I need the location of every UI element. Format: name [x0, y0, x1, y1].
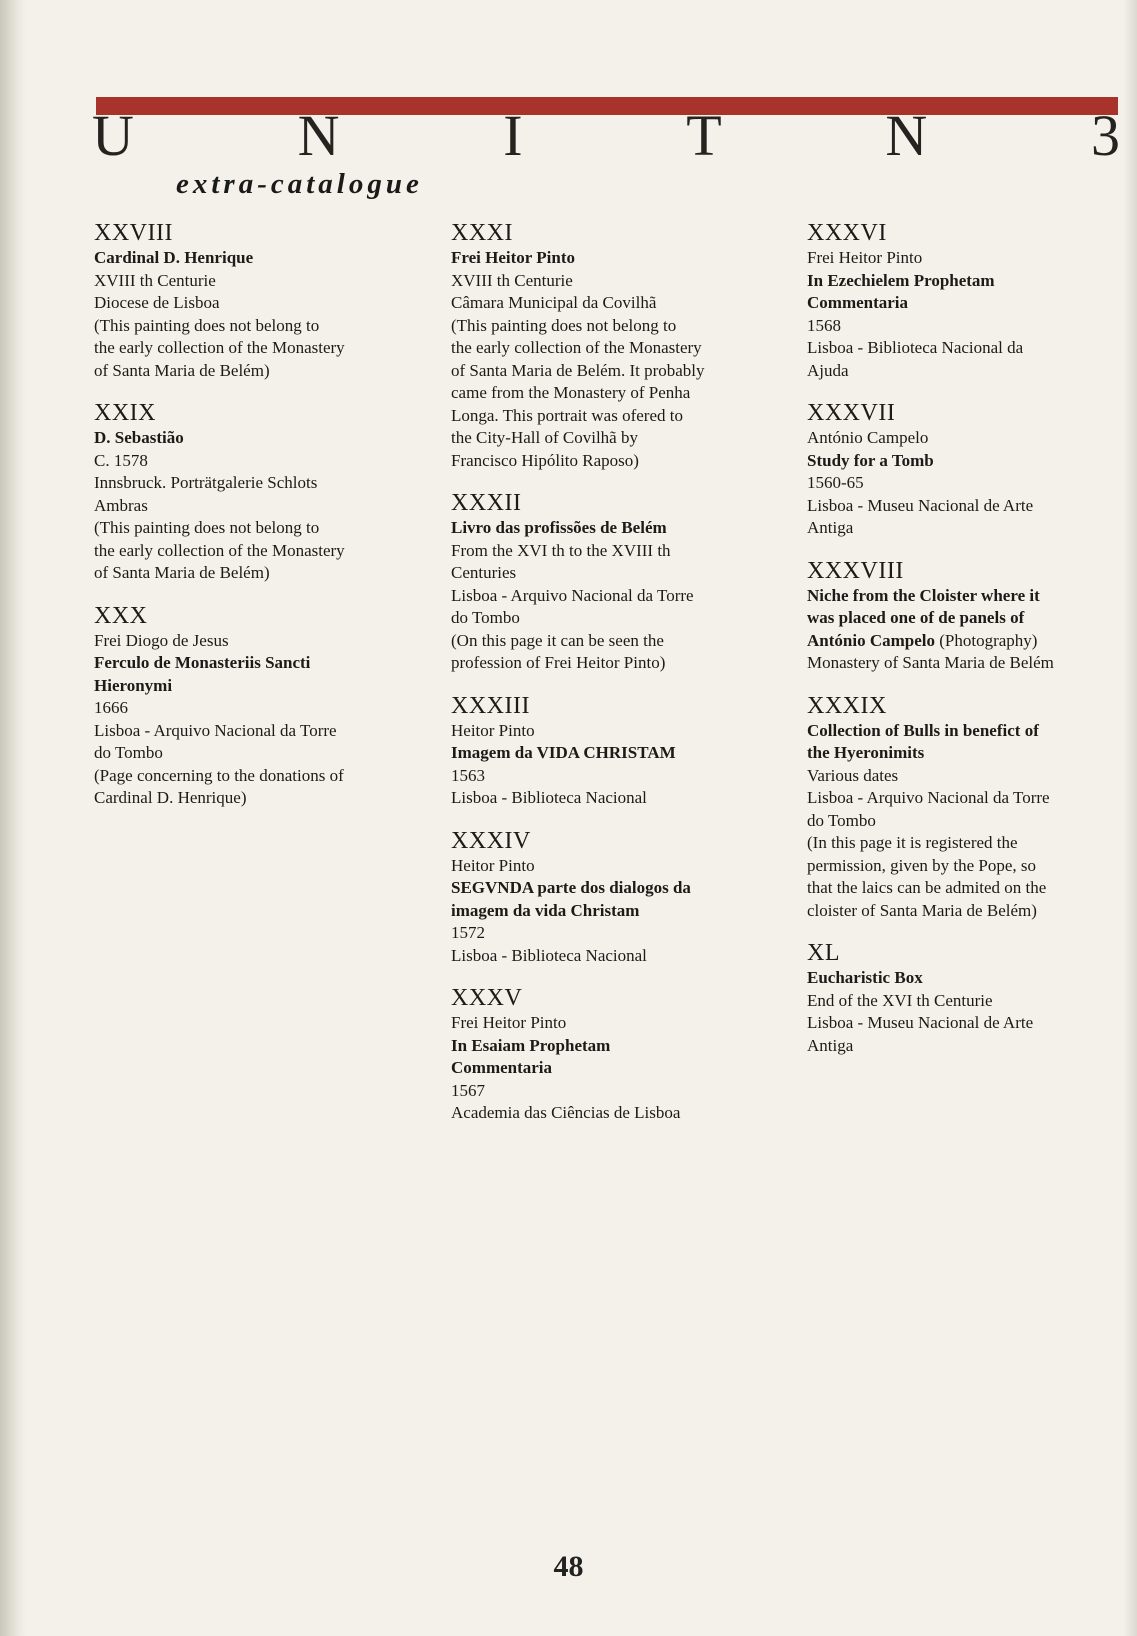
entry-line-text: António Campelo — [807, 428, 929, 447]
entry-line-text: Ambras — [94, 495, 148, 515]
entry-line — [451, 1080, 771, 1103]
entry-line — [451, 787, 771, 810]
entry-line-text: Monastery of Santa Maria de Belém — [807, 653, 1054, 672]
entry-line — [94, 720, 424, 743]
entry-line — [807, 360, 1127, 383]
entry-line-text: the early collection of the Monastery — [451, 338, 702, 357]
entry-line-text: Lisboa - Arquivo Nacional da Torre — [807, 788, 1050, 807]
entry-line-text: Cardinal D. Henrique) — [94, 788, 247, 807]
entry-line — [807, 427, 1127, 450]
catalogue-entry — [807, 400, 1127, 540]
entry-line-text: 1568 — [807, 315, 841, 335]
entry-line — [94, 652, 424, 675]
entry-line — [451, 585, 771, 608]
entry-line-text: imagem da vida Christam — [451, 900, 640, 920]
entry-line — [94, 315, 424, 338]
entry-line-text: of Santa Maria de Belém. It probably — [451, 360, 705, 380]
entry-line-text: 1560-65 — [807, 473, 864, 492]
entry-line-text: Innsbruck. Porträtgalerie Schlots — [94, 473, 318, 492]
entry-line — [451, 337, 771, 360]
entry-line-text: permission, given by the Pope, so — [807, 855, 1037, 875]
entry-line-text: Lisboa - Arquivo Nacional da Torre — [94, 720, 337, 740]
entry-line — [807, 1012, 1127, 1035]
entry-line — [451, 1102, 771, 1125]
entry-line-text: XVIII th Centurie — [94, 270, 216, 290]
entry-number: XXXII — [451, 490, 522, 516]
entry-line — [94, 270, 424, 293]
entry-line — [94, 495, 424, 518]
entry-number: XXXIX — [807, 692, 887, 719]
entry-line-text: 1567 — [451, 1080, 485, 1100]
entry-line-text: Frei Heitor Pinto — [807, 248, 923, 267]
entry-line-text: came from the Monastery of Penha — [451, 383, 691, 402]
entry-line — [94, 517, 424, 540]
entry-line — [451, 1057, 771, 1080]
entry-line-text: 1666 — [94, 698, 128, 717]
entry-line-text: the early collection of the Monastery — [94, 540, 345, 560]
entry-line — [451, 855, 771, 878]
entry-line-text: Lisboa - Biblioteca Nacional da — [807, 338, 1024, 357]
entry-line — [807, 652, 1127, 675]
entry-line-text: the early collection of the Monastery — [94, 338, 345, 357]
entry-line-text: Lisboa - Arquivo Nacional da Torre — [451, 585, 694, 605]
entry-line — [451, 315, 771, 338]
catalogue-entry — [807, 220, 1127, 382]
entry-line — [451, 360, 771, 383]
entry-line-text: the City-Hall of Covilhã by — [451, 428, 638, 447]
entry-line — [451, 270, 771, 293]
entry-line — [451, 382, 771, 405]
entry-number: XXXVI — [807, 220, 887, 246]
entry-line-text: Frei Heitor Pinto — [451, 248, 576, 267]
entry-line-text: cloister of Santa Maria de Belém) — [807, 900, 1037, 920]
entry-line-text: Antiga — [807, 1035, 854, 1055]
entry-line-text: Eucharistic Box — [807, 968, 923, 987]
catalogue-entry — [807, 558, 1127, 675]
entry-number: XXXV — [451, 985, 523, 1011]
entry-line — [807, 472, 1127, 495]
entry-line — [451, 742, 771, 765]
entry-line — [807, 765, 1127, 788]
entry-line — [94, 247, 424, 270]
entry-number: XXXIII — [451, 692, 530, 719]
entry-line — [451, 450, 771, 473]
entry-line — [94, 787, 424, 810]
entry-number: XXXIV — [451, 827, 531, 854]
entry-line-text: In Ezechielem Prophetam — [807, 270, 995, 290]
entry-line — [451, 517, 771, 540]
entry-line — [807, 270, 1127, 293]
entry-line — [94, 630, 424, 653]
entry-line-text: Diocese de Lisboa — [94, 293, 220, 312]
entry-line — [807, 855, 1127, 878]
entry-line-text: of Santa Maria de Belém) — [94, 563, 270, 582]
unit-heading — [92, 103, 1120, 168]
entry-line — [807, 990, 1127, 1013]
entry-line — [807, 292, 1127, 315]
unit-letter: N — [297, 103, 340, 168]
entry-line — [94, 472, 424, 495]
entry-line — [94, 765, 424, 788]
book-gutter-shadow — [0, 0, 26, 1636]
entry-line — [807, 787, 1127, 810]
catalogue-entry — [94, 220, 424, 382]
catalogue-entry — [451, 985, 771, 1125]
entry-line — [94, 540, 424, 563]
entry-line — [94, 337, 424, 360]
catalogue-entry — [807, 940, 1127, 1057]
entry-line — [807, 1035, 1127, 1058]
entry-line — [807, 337, 1127, 360]
entry-line-text: (On this page it can be seen the — [451, 630, 664, 650]
entry-line — [451, 427, 771, 450]
entry-line-text: C. 1578 — [94, 450, 148, 470]
entry-line-text: do Tombo — [807, 810, 876, 830]
catalogue-entry — [451, 220, 771, 472]
catalogue-column-1 — [94, 220, 424, 828]
entry-line — [807, 585, 1127, 608]
catalogue-column-2 — [451, 220, 771, 1143]
entry-line-text: (In this page it is registered the — [807, 833, 1018, 852]
entry-line-text: End of the XVI th Centurie — [807, 990, 993, 1010]
entry-line-text: Longa. This portrait was ofered to — [451, 405, 683, 425]
entry-line-text: Câmara Municipal da Covilhã — [451, 293, 657, 312]
entry-line — [451, 1012, 771, 1035]
entry-line-text: was placed one of de panels of — [807, 608, 1025, 627]
entry-line — [451, 765, 771, 788]
entry-line-text: (This painting does not belong to — [94, 315, 320, 335]
entry-line-text: that the laics can be admited on the — [807, 878, 1047, 897]
entry-line-text: 1563 — [451, 765, 485, 785]
entry-line — [807, 900, 1127, 923]
entry-number: XXXI — [451, 220, 513, 246]
entry-line-text: Imagem da VIDA CHRISTAM — [451, 743, 676, 762]
entry-line — [451, 247, 771, 270]
entry-line — [451, 720, 771, 743]
entry-line — [807, 720, 1127, 743]
entry-number: XXXVII — [807, 400, 896, 426]
entry-line — [807, 495, 1127, 518]
entry-line — [807, 630, 1127, 653]
entry-number: XXXVIII — [807, 557, 904, 584]
entry-line-text: Commentaria — [451, 1058, 553, 1077]
entry-line — [94, 675, 424, 698]
entry-line-text: Academia das Ciências de Lisboa — [451, 1103, 681, 1122]
entry-line-text: Ferculo de Monasteriis Sancti — [94, 653, 311, 672]
entry-line-text: do Tombo — [451, 608, 520, 627]
entry-line-text: (This painting does not belong to — [94, 518, 320, 537]
section-subtitle: extra-catalogue — [176, 168, 423, 200]
entry-line — [94, 292, 424, 315]
entry-line — [451, 562, 771, 585]
entry-line-text: Francisco Hipólito Raposo) — [451, 450, 639, 470]
entry-number: XXIX — [94, 400, 156, 426]
catalogue-entry — [451, 693, 771, 810]
entry-line-text: Heitor Pinto — [451, 720, 535, 740]
entry-line — [94, 427, 424, 450]
entry-line — [451, 630, 771, 653]
entry-line-text: Antiga — [807, 518, 854, 537]
entry-line — [451, 945, 771, 968]
catalogue-column-3 — [807, 220, 1127, 1075]
entry-line-text: Commentaria — [807, 293, 909, 312]
entry-line-text: Livro das profissões de Belém — [451, 518, 667, 537]
entry-line — [451, 877, 771, 900]
catalogue-entry — [94, 400, 424, 585]
entry-line-text: do Tombo — [94, 743, 163, 762]
entry-line-suffix: (Photography) — [934, 630, 1038, 650]
entry-line-text: profession of Frei Heitor Pinto) — [451, 653, 666, 672]
entry-line-text: Niche from the Cloister where it — [807, 585, 1040, 605]
entry-line-text: Study for a Tomb — [807, 450, 934, 470]
entry-line — [451, 405, 771, 428]
entry-line-text: SEGVNDA parte dos dialogos da — [451, 878, 691, 897]
entry-line-text: In Esaiam Prophetam — [451, 1035, 611, 1055]
entry-line-text: Lisboa - Museu Nacional de Arte — [807, 1013, 1034, 1032]
entry-line — [94, 450, 424, 473]
entry-line-text: From the XVI th to the XVIII th — [451, 540, 671, 560]
entry-number: XXX — [94, 602, 148, 629]
entry-line-text: (This painting does not belong to — [451, 315, 677, 335]
unit-letter: T — [686, 103, 722, 168]
entry-line — [807, 607, 1127, 630]
entry-line-text: Lisboa - Biblioteca Nacional — [451, 788, 647, 807]
entry-line-text: Cardinal D. Henrique — [94, 248, 254, 267]
entry-line — [451, 607, 771, 630]
entry-line-text: Frei Diogo de Jesus — [94, 630, 229, 650]
catalogue-entry — [807, 693, 1127, 923]
entry-line-text: the Hyeronimits — [807, 743, 925, 762]
entry-line — [94, 562, 424, 585]
entry-line — [451, 922, 771, 945]
entry-line-text: of Santa Maria de Belém) — [94, 360, 270, 380]
entry-line-text: Heitor Pinto — [451, 855, 535, 875]
unit-number: 3 — [1090, 103, 1120, 168]
entry-line — [807, 517, 1127, 540]
catalogue-entry — [451, 828, 771, 968]
page-number: 48 — [553, 1550, 584, 1583]
entry-line-text: XVIII th Centurie — [451, 270, 573, 290]
entry-line — [451, 1035, 771, 1058]
entry-line — [94, 697, 424, 720]
entry-line-text: 1572 — [451, 923, 485, 942]
entry-line — [451, 900, 771, 923]
entry-line-text: António Campelo — [807, 630, 935, 650]
entry-line — [94, 742, 424, 765]
entry-line-text: (Page concerning to the donations of — [94, 765, 344, 785]
entry-line — [451, 652, 771, 675]
entry-line-text: D. Sebastião — [94, 428, 184, 447]
entry-number: XXVIII — [94, 220, 173, 246]
entry-line — [807, 967, 1127, 990]
entry-line-text: Various dates — [807, 765, 899, 785]
unit-letter: N — [885, 103, 928, 168]
entry-line — [807, 315, 1127, 338]
entry-line — [807, 450, 1127, 473]
entry-line — [807, 832, 1127, 855]
entry-number: XL — [807, 940, 840, 966]
entry-line-text: Collection of Bulls in benefict of — [807, 720, 1039, 740]
entry-line — [807, 877, 1127, 900]
entry-line — [807, 810, 1127, 833]
entry-line-text: Lisboa - Museu Nacional de Arte — [807, 495, 1034, 515]
entry-line — [94, 360, 424, 383]
entry-line — [807, 742, 1127, 765]
entry-line-text: Hieronymi — [94, 675, 173, 695]
entry-line — [451, 540, 771, 563]
entry-line-text: Lisboa - Biblioteca Nacional — [451, 945, 647, 965]
entry-line-text: Ajuda — [807, 360, 849, 380]
entry-line-text: Centuries — [451, 563, 517, 582]
entry-line-text: Frei Heitor Pinto — [451, 1013, 567, 1032]
entry-line — [807, 247, 1127, 270]
catalogue-entry — [94, 603, 424, 810]
unit-letter: I — [503, 103, 523, 168]
catalogue-entry — [451, 490, 771, 675]
unit-letter: U — [92, 103, 134, 168]
entry-line — [451, 292, 771, 315]
